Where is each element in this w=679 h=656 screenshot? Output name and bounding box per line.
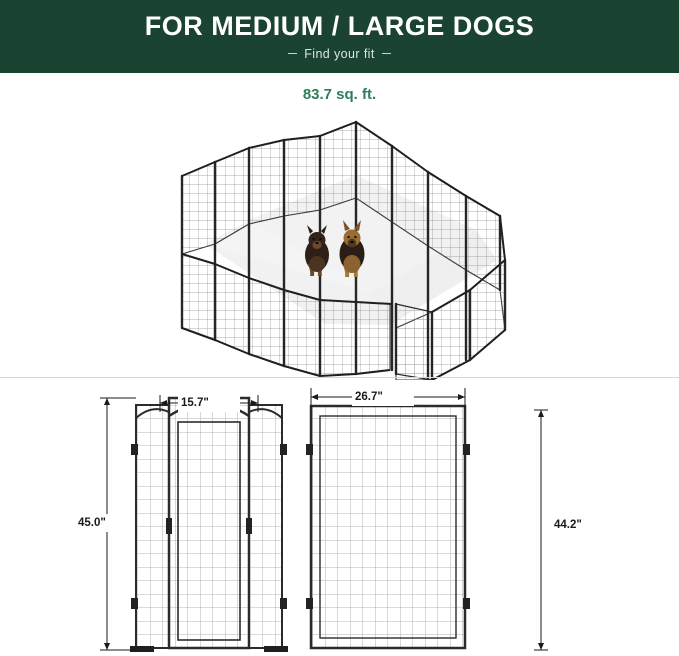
dash-left-icon xyxy=(288,53,297,54)
banner-subtitle: Find your fit xyxy=(304,46,375,61)
banner-subtitle-row xyxy=(288,47,391,61)
area-label: 83.7 sq. ft. xyxy=(302,86,377,103)
dimension-diagram xyxy=(0,378,679,656)
dimension-label-narrow-width: 15.7" xyxy=(181,397,209,409)
page-title: FOR MEDIUM / LARGE DOGS xyxy=(144,11,535,42)
dimension-label-wide-width: 26.7" xyxy=(355,391,383,403)
header-banner xyxy=(0,0,679,73)
dash-right-icon xyxy=(382,53,391,54)
playpen-illustration xyxy=(0,112,679,380)
dimension-label-door-height: 44.2" xyxy=(554,519,582,531)
dimension-label-panel-height: 45.0" xyxy=(78,517,106,529)
